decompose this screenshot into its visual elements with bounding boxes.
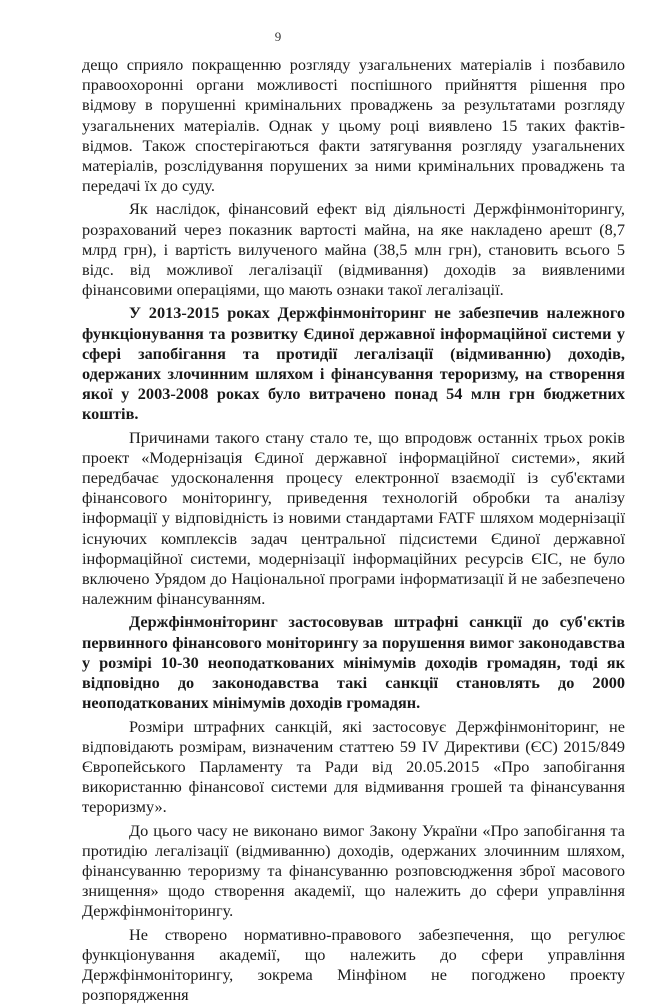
page-number: 9 (274, 29, 282, 44)
paragraph-finding-eis: У 2013-2015 роках Держфінмоніторинг не забезпечив належного функціонування та розвитку Єдиної державної інформаційної системи у сфері запобігання та протидії легалізації (відмиванню) доходів, одержаних злочинним шляхом і фінансування тероризму, на створення якої у 2003-2008 роках було витрачено понад 54 млн грн бюджетних коштів. (82, 303, 625, 424)
paragraph-finding-sanctions: Держфінмоніторинг застосовував штрафні санкції до суб'єктів первинного фінансового моніторингу за порушення вимог законодавства у розмірі 10-30 неоподаткованих мінімумів доходів громадян, тоді як відповідно до законодавства такі санкції становлять до 2000 неоподаткованих мінімумів доходів громадян. (82, 612, 625, 713)
paragraph-academy-law: До цього часу не виконано вимог Закону України «Про запобігання та протидію легалізації (відмиванню) доходів, одержаних злочинним шляхом, фінансуванню тероризму та фінансуванню розповсюдження зброї масового знищення» щодо створення академії, що належить до сфери управління Держфінмоніторингу. (82, 820, 625, 921)
document-body (82, 55, 625, 1005)
paragraph-financial-effect: Як наслідок, фінансовий ефект від діяльності Держфінмоніторингу, розрахований через показник вартості майна, на яке накладено арешт (8,7 млрд грн), і вартість вилученого майна (38,5 млн грн), становить всього 5 відс. від можливої легалізації (відмивання) доходів за виявленими фінансовими операціями, що мають ознаки такої легалізації. (82, 199, 625, 300)
paragraph-continuation: дещо сприяло покращенню розгляду узагальнених матеріалів і позбавило правоохоронні органи можливості поспішного прийняття рішення про відмову в порушенні кримінальних проваджень за результатами розгляду узагальнених матеріалів. Однак у цьому році виявлено 15 таких фактів-відмов. Також спостерігаються факти затягування розгляду узагальнених матеріалів, розслідування порушених за ними кримінальних проваджень та передачі їх до суду. (82, 55, 625, 196)
paragraph-reasons: Причинами такого стану стало те, що впродовж останніх трьох років проект «Модернізація Єдиної державної інформаційної системи», який передбачає удосконалення процесу електронної взаємодії із суб'єктами фінансового моніторингу, приведення технологій обробки та аналізу інформації у відповідність із новими стандартами FATF шляхом модернізації існуючих комплексів задач центральної підсистеми Єдиної державної інформаційної системи, модернізації інформаційних ресурсів ЄІС, не було включено Урядом до Національної програми інформатизації й не забезпечено належним фінансуванням. (82, 427, 625, 609)
paragraph-academy-regulation: Не створено нормативно-правового забезпечення, що регулює функціонування академії, що належить до сфери управління Держфінмоніторингу, зокрема Мінфіном не погоджено проекту розпорядження (82, 924, 625, 1005)
paragraph-sanction-sizes: Розміри штрафних санкцій, які застосовує Держфінмоніторинг, не відповідають розмірам, визначеним статтею 59 IV Директиви (ЄС) 2015/849 Європейського Парламенту та Ради від 20.05.2015 «Про запобігання використанню фінансової системи для відмивання грошей та фінансування тероризму». (82, 716, 625, 817)
